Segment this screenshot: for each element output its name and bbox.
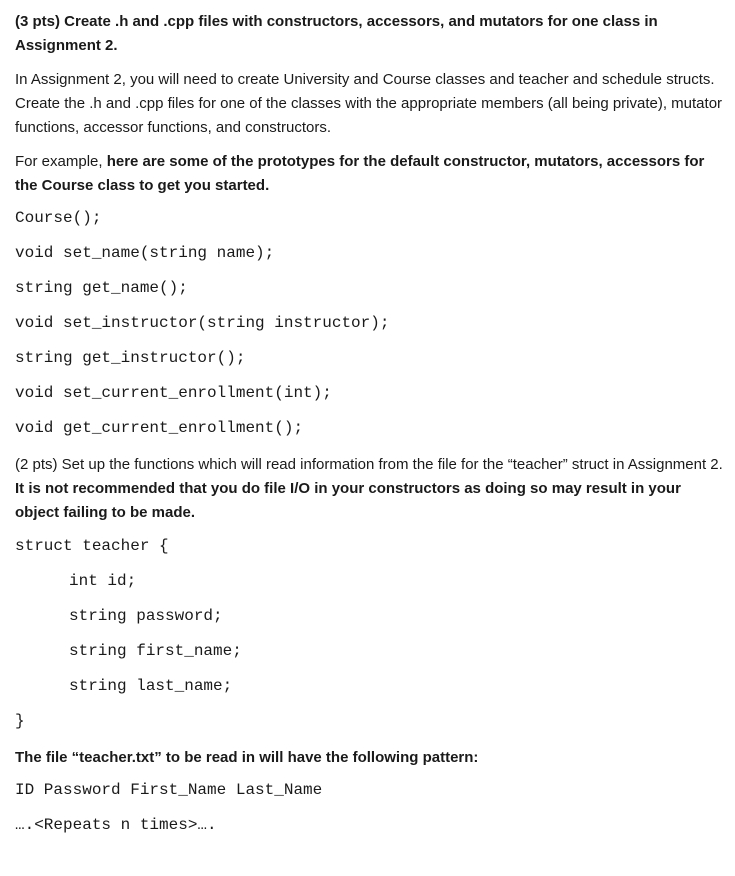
struct-close: } bbox=[15, 712, 25, 730]
example-bold: here are some of the prototypes for the default constructor, mutators, accessors for the Course class to get you started. bbox=[15, 153, 705, 194]
task1-example bbox=[15, 150, 727, 198]
prototype-line: void set_instructor(string instructor); bbox=[15, 314, 390, 332]
prototype-line: void set_name(string name); bbox=[15, 244, 275, 262]
prototype-line: string get_name(); bbox=[15, 279, 188, 297]
task1-intro: In Assignment 2, you will need to create University and Course classes and teacher and schedule structs. Create the .h and .cpp files for one of the classes with the appropriate members (all being private), mutator functions, accessor functions, and constructors. bbox=[15, 71, 723, 136]
prototype-line: void set_current_enrollment(int); bbox=[15, 384, 332, 402]
prototype-list bbox=[15, 208, 727, 453]
example-lead: For example, bbox=[15, 153, 107, 170]
prototype-line: string get_instructor(); bbox=[15, 349, 246, 367]
struct-open: struct teacher { bbox=[15, 537, 169, 555]
task1-heading: (3 pts) Create .h and .cpp files with constructors, accessors, and mutators for one class in Assignment 2. bbox=[15, 13, 658, 54]
struct-member: int id; bbox=[69, 572, 137, 590]
file-note: The file “teacher.txt” to be read in will have the following pattern: bbox=[15, 749, 479, 766]
prototype-line: void get_current_enrollment(); bbox=[15, 419, 304, 437]
struct-member: string last_name; bbox=[69, 677, 233, 695]
assignment-document bbox=[15, 10, 727, 850]
task2-text bbox=[15, 453, 727, 525]
task2-lead: (2 pts) Set up the functions which will read information from the file for the “teacher” struct in Assignment 2. bbox=[15, 456, 723, 473]
prototype-line: Course(); bbox=[15, 209, 102, 227]
struct-block bbox=[15, 536, 727, 746]
struct-member: string first_name; bbox=[69, 642, 242, 660]
file-pattern-line: ID Password First_Name Last_Name bbox=[15, 781, 323, 799]
struct-member: string password; bbox=[69, 607, 223, 625]
repeat-line: ….<Repeats n times>…. bbox=[15, 816, 217, 834]
task2-bold: It is not recommended that you do file I/O in your constructors as doing so may result in your object failing to be made. bbox=[15, 480, 681, 521]
